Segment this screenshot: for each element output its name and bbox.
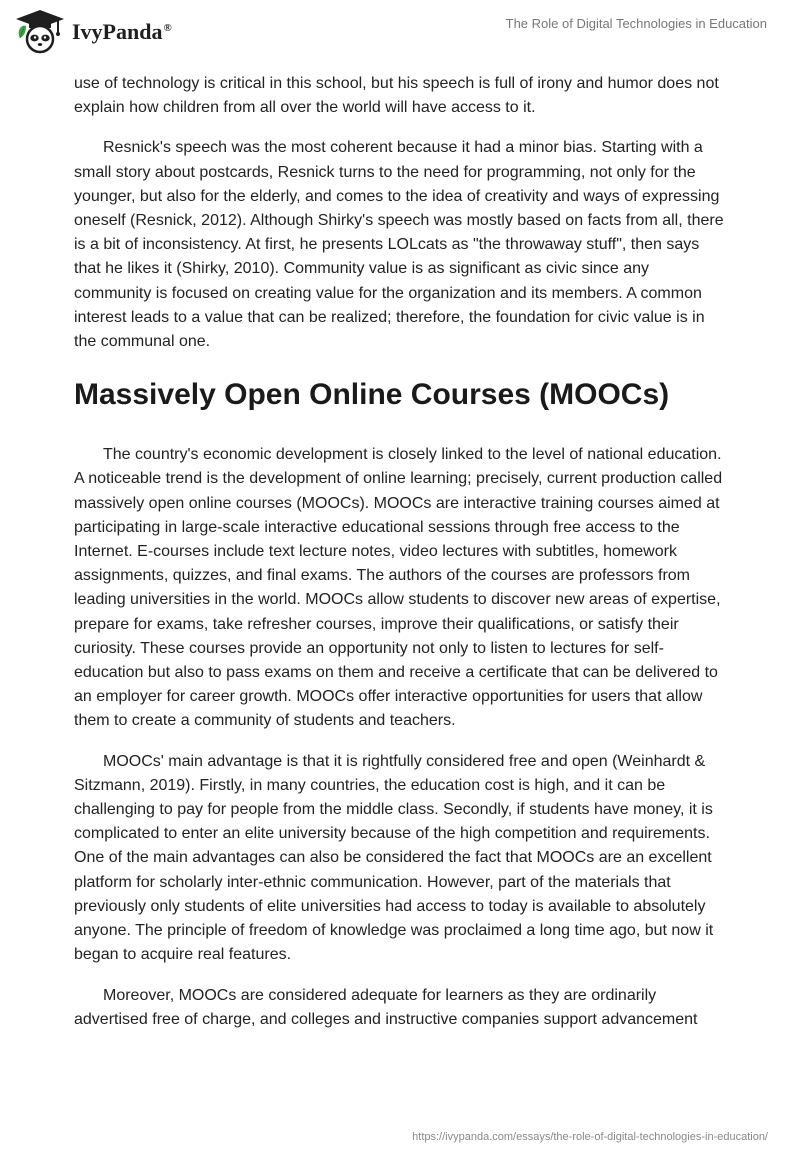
registered-mark: ® xyxy=(163,21,172,34)
paragraph-moocs-intro: The country's economic development is closely linked to the level of national education. A noticeable trend is the development of online learning; precisely, current production called massively open online courses (MOOCs). MOOCs are interactive training courses aimed at participating in large-scale interactive educational sessions through free access to the Internet. E-courses include text lecture notes, video lectures with subtitles, homework assignments, quizzes, and final exams. The authors of the courses are professors from leading universities in the world. MOOCs allow students to discover new areas of expertise, prepare for exams, take refresher courses, improve their qualifications, or satisfy their curiosity. These courses provide an opportunity not only to listen to lectures for self-education but also to pass exams on them and receive a certificate that can be delivered to an employer for career growth. MOOCs offer interactive opportunities for users that allow them to create a community of students and teachers. xyxy=(74,446,723,730)
essay-content xyxy=(74,72,726,1048)
paragraph-continued: use of technology is critical in this school, but his speech is full of irony and humor does not explain how children from all over the world will have access to it. xyxy=(74,75,719,117)
paragraph-moocs-advantage: MOOCs' main advantage is that it is rightfully considered free and open (Weinhardt & Sitzmann, 2019). Firstly, in many countries, the education cost is high, and it can be challenging to pay for people from the middle class. Secondly, if students have money, it is complicated to enter an elite university because of the high competition and requirements. One of the main advantages can also be considered the fact that MOOCs are an excellent platform for scholarly inter-ethnic communication. However, part of the materials that previously only students of elite universities had access to today is available to absolutely anyone. The principle of freedom of knowledge was proclaimed a long time ago, but now it began to acquire real features. xyxy=(74,752,714,964)
paragraph-moocs-adequate: Moreover, MOOCs are considered adequate for learners as they are ordinarily advertised free of charge, and colleges and instructive companies support advancement xyxy=(74,986,698,1028)
logo-text: IvyPanda® xyxy=(72,19,172,44)
paragraph-resnick: Resnick's speech was the most coherent because it had a minor bias. Starting with a small story about postcards, Resnick turns to the need for programming, not only for the younger, but also for the elderly, and comes to the idea of creativity and ways of expressing oneself (Resnick, 2012). Although Shirky's speech was mostly based on facts from all, there is a bit of inconsistency. At first, he presents LOLcats as "the throwaway stuff", then says that he likes it (Shirky, 2010). Community value is as significant as civic since any community is focused on creating value for the organization and its members. A common interest leads to a value that can be realized; therefore, the foundation for civic value is in the communal one. xyxy=(74,139,724,351)
page-header xyxy=(0,0,800,70)
document-title: The Role of Digital Technologies in Education xyxy=(505,16,767,31)
footer-url[interactable]: https://ivypanda.com/essays/the-role-of-digital-technologies-in-education/ xyxy=(412,1131,768,1143)
panda-graduation-cap-icon xyxy=(14,8,66,54)
ivypanda-logo[interactable] xyxy=(14,8,172,54)
section-heading-moocs: Massively Open Online Courses (MOOCs) xyxy=(74,378,670,412)
